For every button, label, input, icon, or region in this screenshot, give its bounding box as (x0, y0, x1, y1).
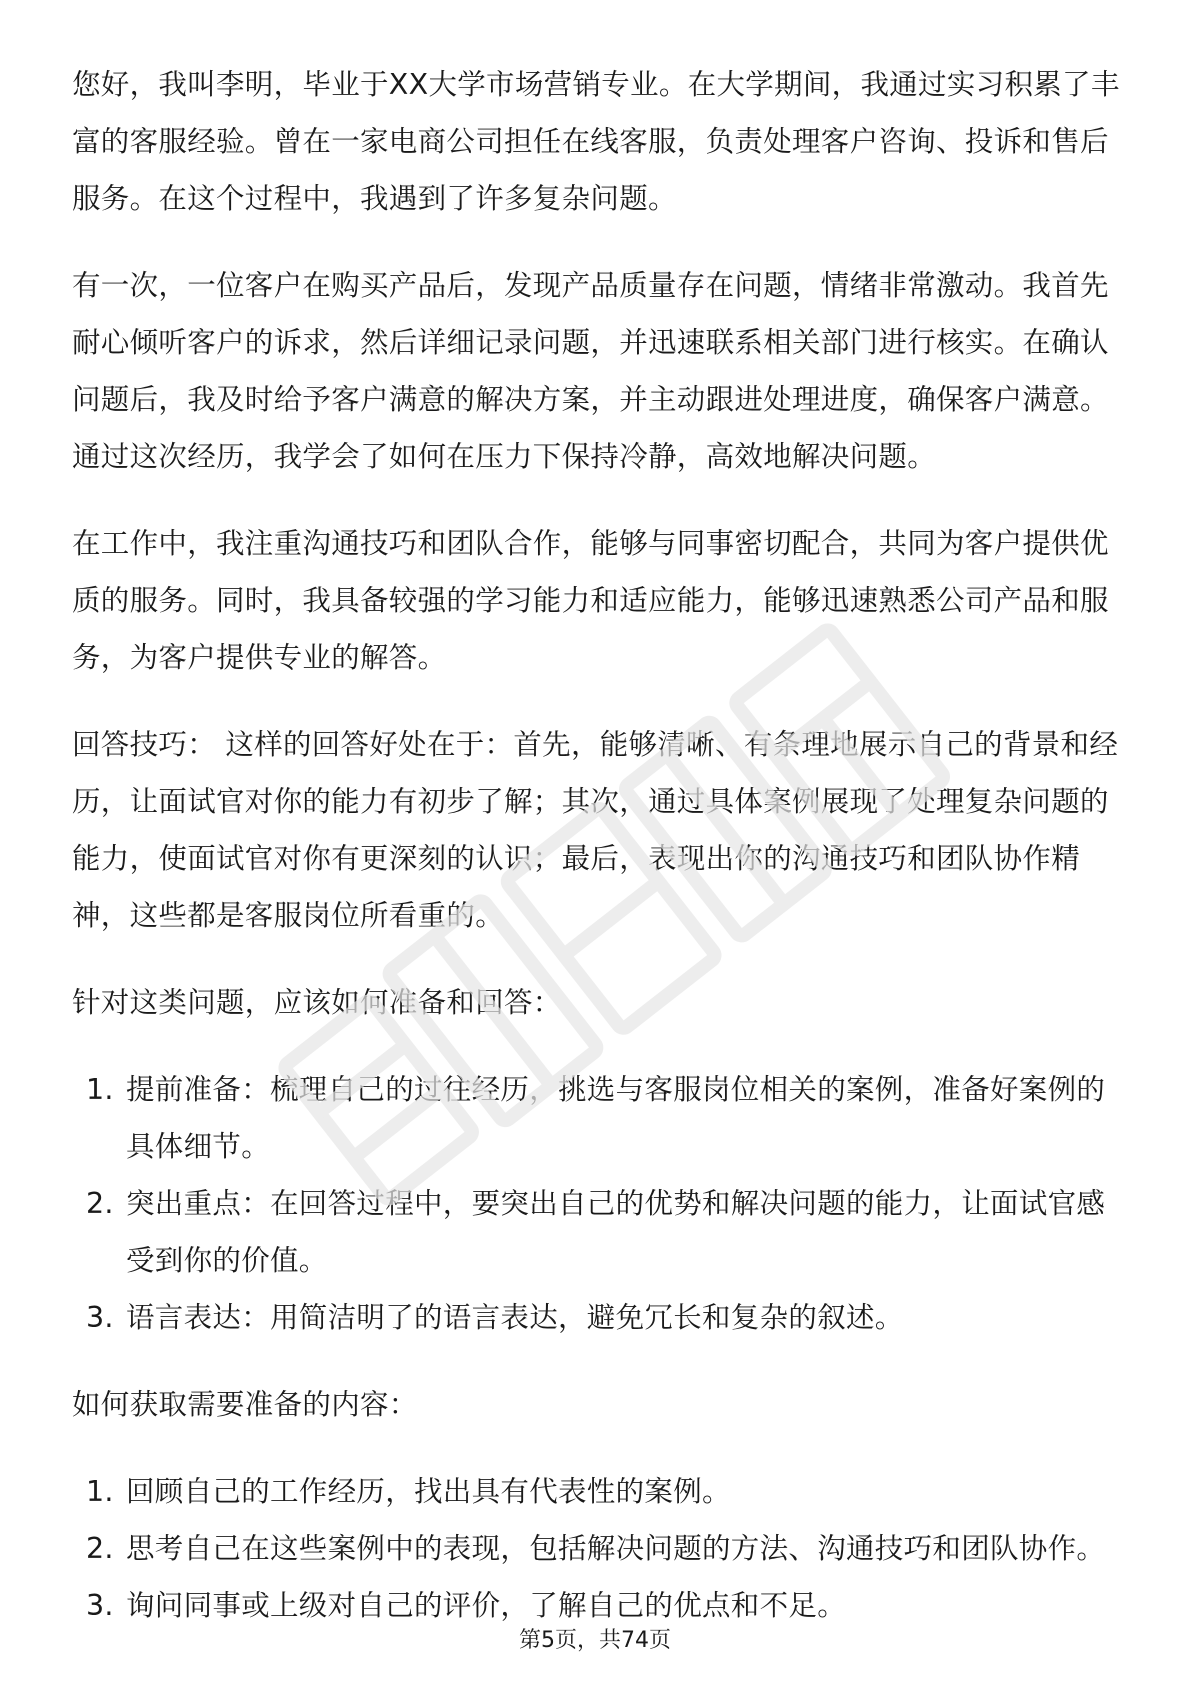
list-number: 2. (86, 1532, 114, 1565)
list-item (72, 1289, 1132, 1346)
document-body (72, 56, 1132, 1664)
content-heading: 如何获取需要准备的内容： (72, 1388, 418, 1421)
list-item (72, 1061, 1132, 1175)
list-item-text: 突出重点：在回答过程中，要突出自己的优势和解决问题的能力，让面试官感受到你的价值。 (126, 1187, 1106, 1277)
list-number: 1. (86, 1073, 114, 1106)
prepare-list (72, 1061, 1132, 1346)
answer-tips-paragraph: 回答技巧： 这样的回答好处在于：首先，能够清晰、有条理地展示自己的背景和经历，让面试官对你的能力有初步了解；其次，通过具体案例展现了处理复杂问题的能力，使面试官对你有更深刻的认识；最后，表现出你的沟通技巧和团队协作精神，这些都是客服岗位所看重的。 (72, 728, 1119, 932)
list-item-text: 提前准备：梳理自己的过往经历，挑选与客服岗位相关的案例，准备好案例的具体细节。 (126, 1073, 1106, 1163)
prepare-heading: 针对这类问题，应该如何准备和回答： (72, 986, 562, 1019)
list-item (72, 1520, 1132, 1577)
list-number: 3. (86, 1589, 114, 1622)
list-item-text: 思考自己在这些案例中的表现，包括解决问题的方法、沟通技巧和团队协作。 (126, 1532, 1106, 1565)
list-number: 1. (86, 1475, 114, 1508)
list-number: 3. (86, 1301, 114, 1334)
experience-paragraph: 有一次，一位客户在购买产品后，发现产品质量存在问题，情绪非常激动。我首先耐心倾听客户的诉求，然后详细记录问题，并迅速联系相关部门进行核实。在确认问题后，我及时给予客户满意的解决方案，并主动跟进处理进度，确保客户满意。通过这次经历，我学会了如何在压力下保持冷静，高效地解决问题。 (72, 269, 1109, 473)
list-item (72, 1463, 1132, 1520)
intro-paragraph: 您好，我叫李明，毕业于XX大学市场营销专业。在大学期间，我通过实习积累了丰富的客服经验。曾在一家电商公司担任在线客服，负责处理客户咨询、投诉和售后服务。在这个过程中，我遇到了许多复杂问题。 (72, 68, 1120, 215)
content-list (72, 1463, 1132, 1634)
list-item (72, 1175, 1132, 1289)
skills-paragraph: 在工作中，我注重沟通技巧和团队合作，能够与同事密切配合，共同为客户提供优质的服务。同时，我具备较强的学习能力和适应能力，能够迅速熟悉公司产品和服务，为客户提供专业的解答。 (72, 527, 1109, 674)
list-item-text: 回顾自己的工作经历，找出具有代表性的案例。 (126, 1475, 731, 1508)
page-number-footer: 第5页，共74页 (519, 1628, 671, 1653)
list-item-text: 询问同事或上级对自己的评价，了解自己的优点和不足。 (126, 1589, 847, 1622)
list-item-text: 语言表达：用简洁明了的语言表达，避免冗长和复杂的叙述。 (126, 1301, 904, 1334)
list-number: 2. (86, 1187, 114, 1220)
